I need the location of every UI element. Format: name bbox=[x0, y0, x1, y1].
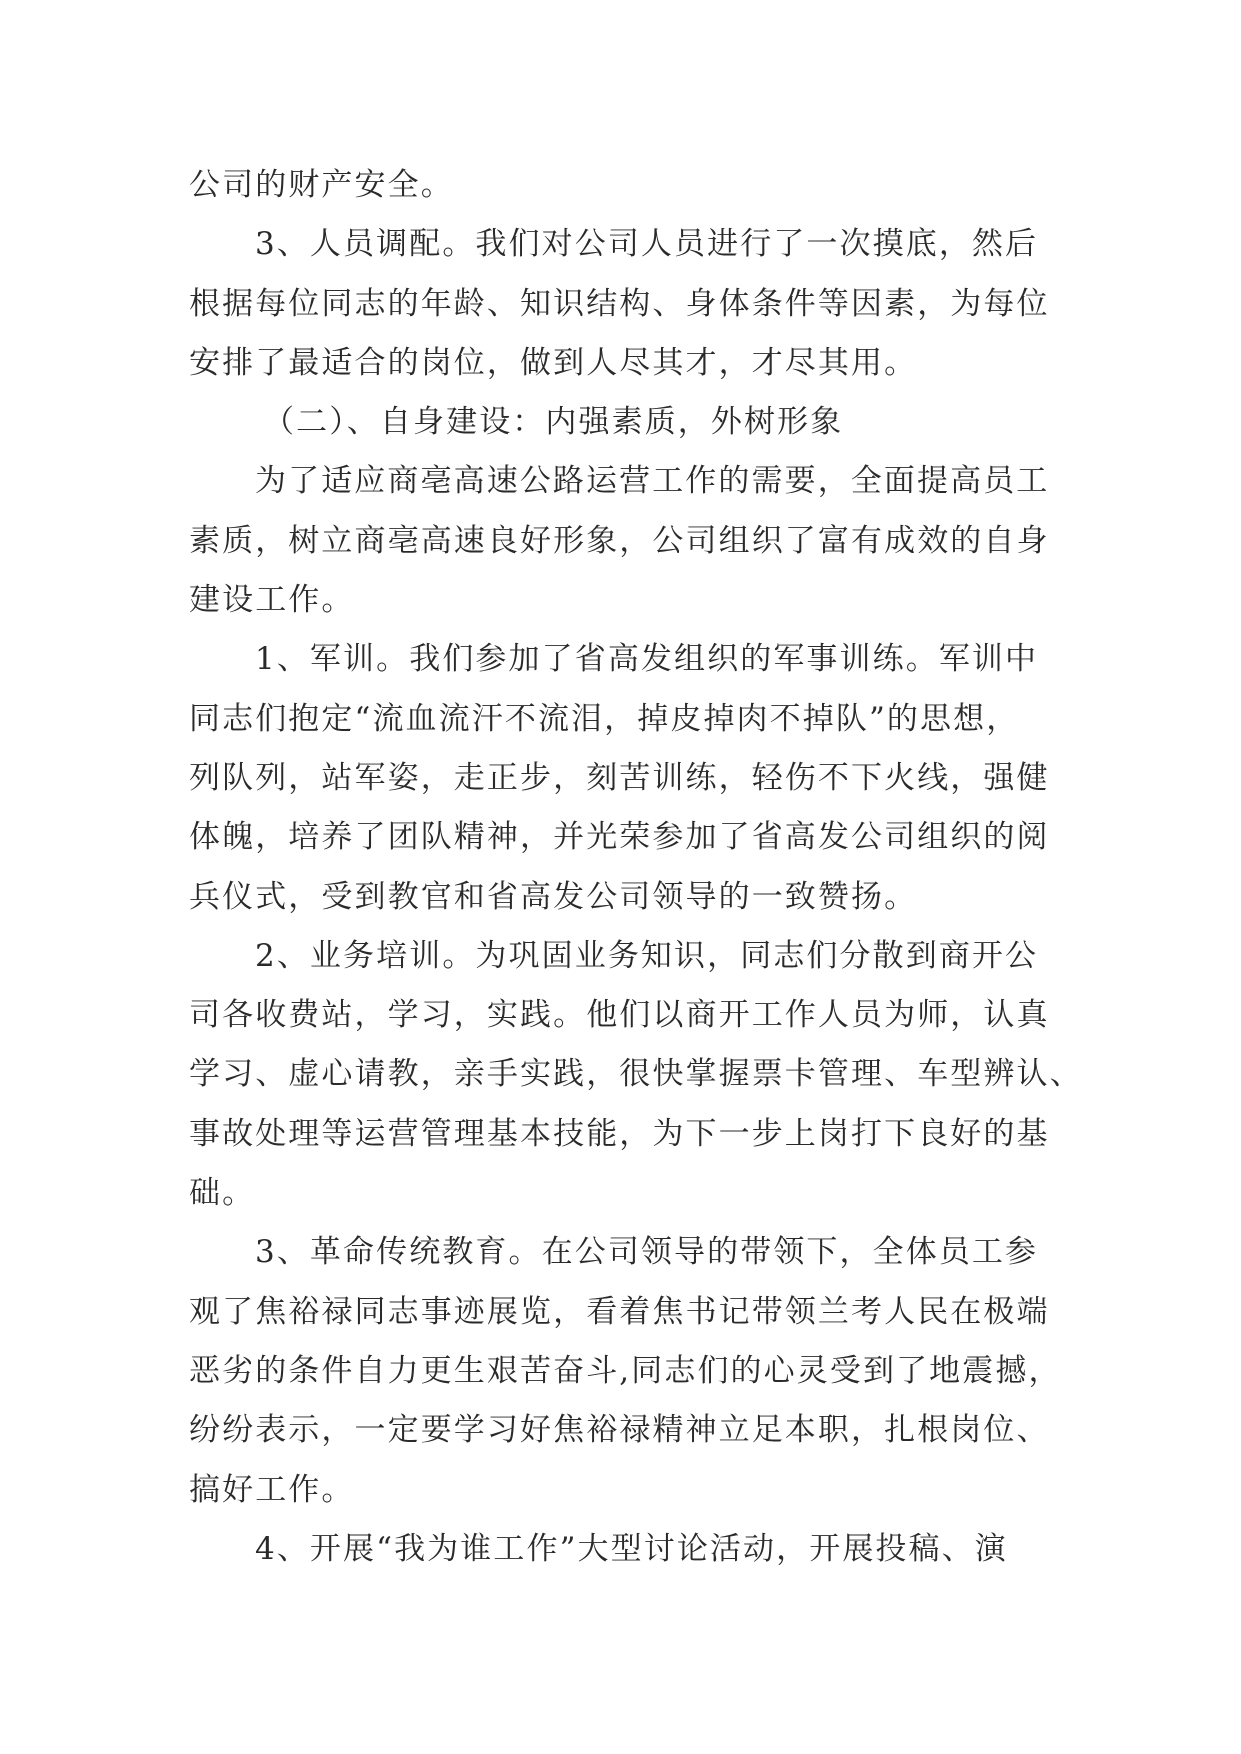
text-line: 同志们抱定“流血流汗不流泪，掉皮掉肉不掉队”的思想， bbox=[189, 700, 1020, 737]
text-line: 公司的财产安全。 bbox=[189, 167, 454, 203]
paragraph-start: 4、开展“我为谁工作”大型讨论活动，开展投稿、演 bbox=[255, 1530, 1008, 1567]
text-line: 事故处理等运营管理基本技能，为下一步上岗打下良好的基 bbox=[189, 1115, 1050, 1152]
text-line: 建设工作。 bbox=[189, 582, 355, 619]
paragraph-start: 2、业务培训。为巩固业务知识，同志们分散到商开公 bbox=[255, 937, 1039, 974]
text-line: 体魄，培养了团队精神，并光荣参加了省高发公司组织的阅 bbox=[189, 819, 1050, 856]
text-line: 搞好工作。 bbox=[189, 1471, 355, 1508]
text-line: 素质，树立商亳高速良好形象，公司组织了富有成效的自身 bbox=[189, 522, 1050, 559]
section-heading: （二）、自身建设：内强素质，外树形象 bbox=[263, 404, 844, 441]
text-line: 司各收费站，学习，实践。他们以商开工作人员为师，认真 bbox=[189, 997, 1050, 1034]
paragraph-start: 3、人员调配。我们对公司人员进行了一次摸底，然后 bbox=[255, 226, 1039, 263]
text-line: 安排了最适合的岗位，做到人尽其才，才尽其用。 bbox=[189, 344, 918, 381]
text-line: 列队列，站军姿，走正步，刻苦训练，轻伤不下火线，强健 bbox=[189, 759, 1050, 796]
text-line: 根据每位同志的年龄、知识结构、身体条件等因素，为每位 bbox=[189, 285, 1050, 322]
paragraph-start: 3、革命传统教育。在公司领导的带领下，全体员工参 bbox=[255, 1234, 1039, 1271]
text-line: 础。 bbox=[189, 1175, 256, 1212]
text-line: 兵仪式，受到教官和省高发公司领导的一致赞扬。 bbox=[189, 878, 918, 915]
text-line: 学习、虚心请教，亲手实践，很快掌握票卡管理、车型辨认、 bbox=[189, 1056, 1083, 1093]
paragraph-start: 1、军训。我们参加了省高发组织的军事训练。军训中 bbox=[255, 641, 1039, 678]
text-line: 观了焦裕禄同志事迹展览，看着焦书记带领兰考人民在极端 bbox=[189, 1293, 1050, 1330]
text-line: 纷纷表示，一定要学习好焦裕禄精神立足本职，扎根岗位、 bbox=[189, 1412, 1050, 1449]
text-line: 恶劣的条件自力更生艰苦奋斗,同志们的心灵受到了地震撼， bbox=[189, 1352, 1062, 1389]
document-body bbox=[189, 156, 1083, 1579]
paragraph-start: 为了适应商亳高速公路运营工作的需要，全面提高员工 bbox=[255, 463, 1050, 500]
